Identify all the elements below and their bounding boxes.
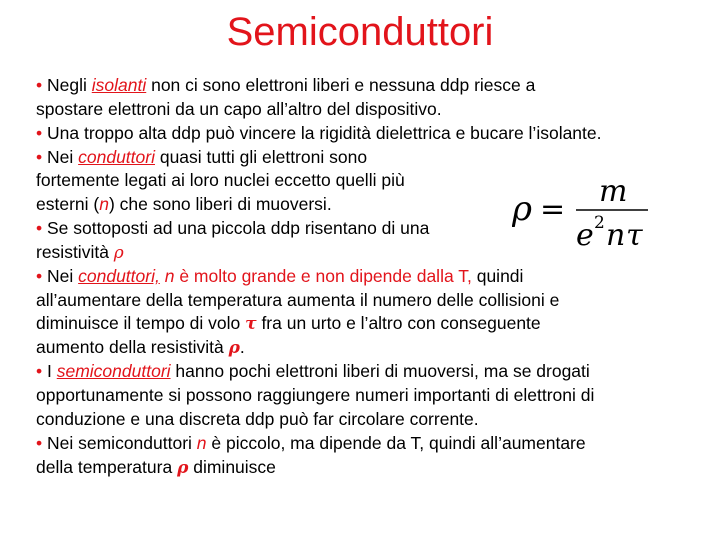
bullet-icon: • xyxy=(36,75,43,95)
keyword-conduttori: conduttori xyxy=(78,146,155,167)
text-line xyxy=(36,265,696,289)
text-span: fra un urto e l’altro con conseguente xyxy=(256,313,541,334)
text-line: opportunamente si possono raggiungere numeri importanti di elettroni di xyxy=(36,384,595,405)
text-span: Nei xyxy=(42,146,79,167)
symbol-n: n xyxy=(196,432,207,453)
keyword-isolanti: isolanti xyxy=(91,75,147,95)
bullet-icon: • xyxy=(36,432,43,453)
symbol-rho: ρ xyxy=(228,338,240,359)
text-span: Se sottoposti ad una piccola ddp risentano di una xyxy=(42,218,430,239)
formula-e: e xyxy=(576,218,594,250)
text-span: quindi xyxy=(471,265,524,286)
keyword-semiconduttori: semiconduttori xyxy=(56,361,171,382)
bullet-icon: • xyxy=(36,218,43,239)
text-span: esterni ( xyxy=(36,194,100,215)
text-span: Una troppo alta ddp può vincere la rigidità dielettrica e bucare l’isolante. xyxy=(42,122,602,143)
text-span: Nei semiconduttori xyxy=(42,432,197,453)
text-span: Negli xyxy=(42,75,92,95)
keyword-conduttori: conduttori, xyxy=(78,265,160,286)
text-span: diminuisce il tempo di volo xyxy=(36,313,246,334)
text-span: hanno pochi elettroni liberi di muoversi, ma se drogati xyxy=(170,361,590,382)
text-span: . xyxy=(239,337,245,358)
text-line xyxy=(36,122,696,146)
formula-rho: ρ xyxy=(512,189,532,229)
text-span: non ci sono elettroni liberi e nessuna ddp riesce a xyxy=(146,75,536,95)
formula-numerator: m xyxy=(599,174,628,209)
text-span: della temperatura xyxy=(36,456,178,477)
symbol-n: n xyxy=(99,194,109,215)
text-line: all’aumentare della temperatura aumenta il numero delle collisioni e xyxy=(36,289,560,310)
symbol-n: n xyxy=(164,265,175,286)
text-line xyxy=(36,312,696,336)
bullet-icon: • xyxy=(36,265,43,286)
text-line xyxy=(36,336,696,360)
text-line: spostare elettroni da un capo all’altro del dispositivo. xyxy=(36,98,442,119)
text-line xyxy=(36,456,696,480)
text-line xyxy=(36,432,696,456)
text-line xyxy=(36,74,696,98)
text-span: aumento della resistività xyxy=(36,337,229,358)
text-span: resistività xyxy=(36,241,114,262)
text-span: è piccolo, ma dipende da T, quindi all’aumentare xyxy=(206,432,586,453)
bullet-icon: • xyxy=(36,146,43,167)
text-span: diminuisce xyxy=(188,456,276,477)
formula-tau: τ xyxy=(626,218,643,250)
text-line xyxy=(36,146,696,170)
bullet-icon: • xyxy=(36,122,43,143)
text-span: quasi tutti gli elettroni sono xyxy=(154,146,368,167)
formula-exponent: 2 xyxy=(594,213,605,233)
text-span: I xyxy=(42,361,57,382)
bullet-icon: • xyxy=(36,361,43,382)
symbol-tau: τ xyxy=(245,314,257,335)
symbol-rho: ρ xyxy=(177,457,189,478)
text-line: fortemente legati ai loro nuclei eccetto quelli più xyxy=(36,170,405,191)
text-span: ) che sono liberi di muoversi. xyxy=(108,194,332,215)
slide-title: Semiconduttori xyxy=(226,10,494,54)
text-line xyxy=(36,360,696,384)
text-span: è molto grande e non dipende dalla T, xyxy=(174,265,472,286)
slide-body xyxy=(36,74,696,479)
formula-n: n xyxy=(606,218,626,250)
resistivity-formula xyxy=(512,170,652,250)
text-span: Nei xyxy=(42,265,79,286)
text-line: conduzione e una discreta ddp può far circolare corrente. xyxy=(36,408,479,429)
symbol-rho: ρ xyxy=(113,242,124,263)
formula-equals: = xyxy=(540,192,566,227)
